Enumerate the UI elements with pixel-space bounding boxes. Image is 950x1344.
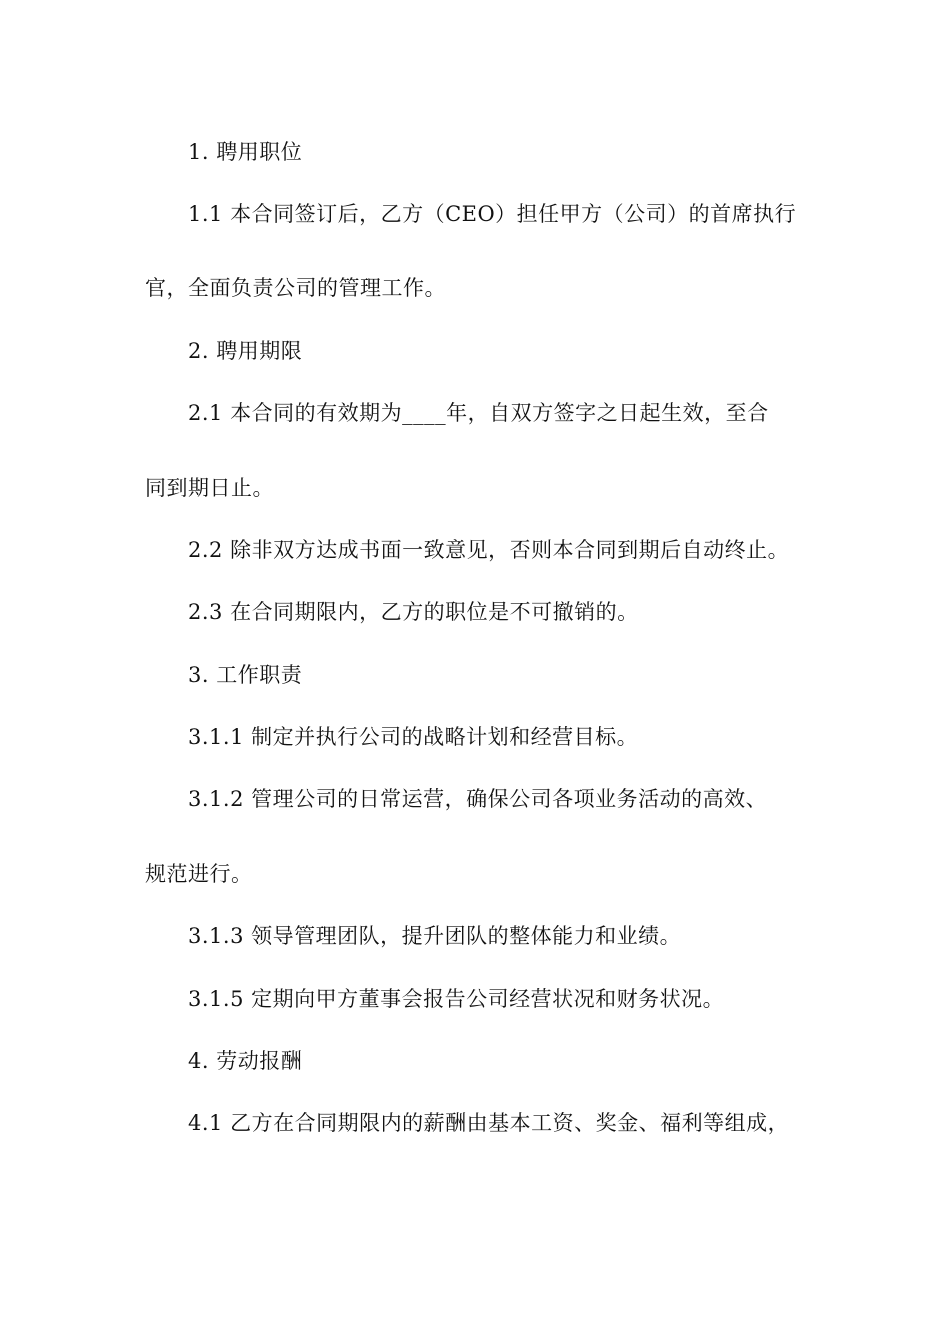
clause-3-1-2: 3.1.2 管理公司的日常运营，确保公司各项业务活动的高效、 — [188, 787, 768, 811]
section-heading-3: 3. 工作职责 — [188, 663, 303, 687]
section-heading-2: 2. 聘用期限 — [188, 339, 303, 363]
clause-1-1-cont: 官，全面负责公司的管理工作。 — [145, 276, 446, 300]
clause-4-1: 4.1 乙方在合同期限内的薪酬由基本工资、奖金、福利等组成， — [188, 1111, 790, 1135]
section-heading-1: 1. 聘用职位 — [188, 140, 303, 164]
clause-3-1-3: 3.1.3 领导管理团队，提升团队的整体能力和业绩。 — [188, 924, 682, 948]
clause-2-3: 2.3 在合同期限内，乙方的职位是不可撤销的。 — [188, 600, 639, 624]
clause-2-2: 2.2 除非双方达成书面一致意见，否则本合同到期后自动终止。 — [188, 538, 790, 562]
clause-2-1: 2.1 本合同的有效期为____年，自双方签字之日起生效，至合 — [188, 401, 769, 425]
clause-3-1-1: 3.1.1 制定并执行公司的战略计划和经营目标。 — [188, 725, 639, 749]
clause-2-1-cont: 同到期日止。 — [145, 476, 274, 500]
clause-1-1: 1.1 本合同签订后，乙方（CEO）担任甲方（公司）的首席执行 — [188, 202, 797, 226]
section-heading-4: 4. 劳动报酬 — [188, 1049, 303, 1073]
clause-3-1-2-cont: 规范进行。 — [145, 862, 253, 886]
clause-3-1-5: 3.1.5 定期向甲方董事会报告公司经营状况和财务状况。 — [188, 987, 725, 1011]
